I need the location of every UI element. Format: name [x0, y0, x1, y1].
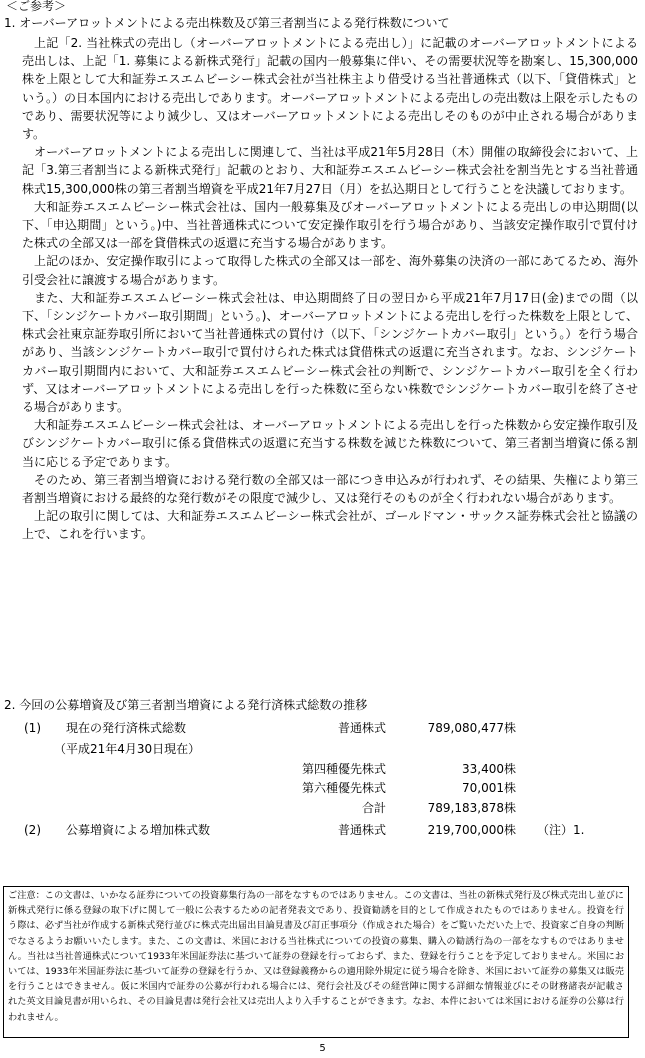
page-number: 5 [319, 1043, 326, 1054]
share-type-label: 普通株式 [337, 823, 386, 837]
share-count-value: 33,400株 [462, 762, 516, 776]
share-type-label: 第六種優先株式 [301, 781, 386, 795]
disclaimer-box: ご注意：この文書は、いかなる証券についての投資募集行為の一部をなすものではありません。この文書は、当社の新株式発行及び株式売出し並びに新株式発行に係る登録の取下げに関して一般に公表するための記者発表文であり、投資勧誘を目的として作成されたものではありません。投資を行う際は、必ず当社が作成する新株式発行並びに株式売出届出目論見書及び訂正事項分（作成された場合）をご覧いただいた上で、投資家ご自身の判断でなさるようお願いいたします。また、この文書は、米国における当社株式についての投資の募集、購入の勧誘行為の一部をなすものではありません。当社は当社普通株式について1933年米国証券法に基づいて証券の登録を行っておらず、また、登録を行うことを予定しておりません。米国においては、1933年米国証券法に基づいて証券の登録を行うか、又は登録義務からの適用除外規定に従う場合を除き、米国において証券の募集又は販売を行うことはできません。仮に米国内で証券の公募が行われる場合には、発行会社及びその経営陣に関する詳細な情報並びにその財務諸表が記載された英文目論見書が用いられ、その目論見書は発行会社又は売出人より入手することができます。なお、本件においては米国における証券の公募は行われません。 [3, 886, 629, 1038]
total-label: 合計 [361, 801, 386, 815]
item-1-label: 現在の発行済株式総数 [66, 721, 187, 735]
share-count-value: 70,001株 [462, 781, 516, 795]
share-type-label: 第四種優先株式 [301, 762, 386, 776]
paragraph: 上記のほか、安定操作取引によって取得した株式の全部又は一部を、海外募集の決済の一部にあてるため、海外引受会社に譲渡する場合があります。 [22, 254, 638, 287]
total-value: 789,183,878株 [427, 801, 516, 815]
note-reference: （注）1. [537, 823, 585, 837]
reference-label: ＜ご参考＞ [6, 0, 67, 13]
section-1-body [22, 34, 638, 544]
paragraph: オーバーアロットメントによる売出しに関連して、当社は平成21年5月28日（木）開催の取締役会において、上記「3.第三者割当による新株式発行」記載のとおり、大和証券エスエムビーシー株式会社を割当先とする当社普通株式15,300,000株の第三者割当増資を平成21年7月27日（月）を払込期日として行うことを決議しております。 [22, 145, 638, 196]
item-1-date: （平成21年4月30日現在） [54, 742, 201, 756]
item-2-number: (2) [24, 823, 41, 837]
share-type-label: 普通株式 [337, 721, 386, 735]
paragraph: 上記「2. 当社株式の売出し（オーバーアロットメントによる売出し）」に記載のオーバーアロットメントによる売出しは、上記「1. 募集による新株式発行」記載の国内一般募集に伴い、その需要状況等を勘案し、15,300,000株を上限として大和証券エスエムビーシー株式会社が当社株主より借受ける当社普通株式（以下、「貸借株式」という。）の日本国内における売出しであります。オーバーアロットメントによる売出しの売出数は上限を示したものであり、需要状況等により減少し、又はオーバーアロットメントによる売出しそのものが中止される場合があります。 [22, 36, 638, 142]
increase-value: 219,700,000株 [427, 823, 516, 837]
paragraph: 上記の取引に関しては、大和証券エスエムビーシー株式会社が、ゴールドマン・サックス証券株式会社と協議の上で、これを行います。 [22, 509, 638, 542]
section-1-heading: 1. オーバーアロットメントによる売出株数及び第三者割当による発行株数について [4, 16, 450, 30]
section-2-heading: 2. 今回の公募増資及び第三者割当増資による発行済株式総数の推移 [4, 698, 368, 712]
share-count-value: 789,080,477株 [427, 721, 516, 735]
paragraph: 大和証券エスエムビーシー株式会社は、オーバーアロットメントによる売出しを行った株数から安定操作取引及びシンジケートカバー取引に係る貸借株式の返還に充当する株数を減じた株数について、第三者割当増資に係る割当に応じる予定であります。 [22, 418, 638, 469]
item-1-number: (1) [24, 721, 41, 735]
paragraph: 大和証券エスエムビーシー株式会社は、国内一般募集及びオーバーアロットメントによる売出しの申込期間(以下、「申込期間」という。)中、当社普通株式について安定操作取引を行う場合があり、当該安定操作取引で買付けた株式の全部又は一部を貸借株式の返還に充当する場合があります。 [22, 199, 638, 251]
item-2-label: 公募増資による増加株式数 [66, 823, 211, 837]
paragraph: また、大和証券エスエムビーシー株式会社は、申込期間終了日の翌日から平成21年7月17日(金)までの間（以下、「シンジケートカバー取引期間」という。)、オーバーアロットメントによる売出しを行った株数を上限として、株式会社東京証券取引所において当社普通株式の買付け（以下、「シンジケートカバー取引」という。）を行う場合があり、当該シンジケートカバー取引で買付けられた株式は貸借株式の返還に充当されます。なお、シンジケートカバー取引期間内において、大和証券エスエムビーシー株式会社の判断で、シンジケートカバー取引を全く行わず、又はオーバーアロットメントによる売出しを行った株数に至らない株数でシンジケートカバー取引を終了させる場合があります。 [22, 290, 638, 415]
paragraph: そのため、第三者割当増資における発行数の全部又は一部につき申込みが行われず、その結果、失権により第三者割当増資における最終的な発行数がその限度で減少し、又は発行そのものが全く行われない場合があります。 [22, 472, 638, 506]
